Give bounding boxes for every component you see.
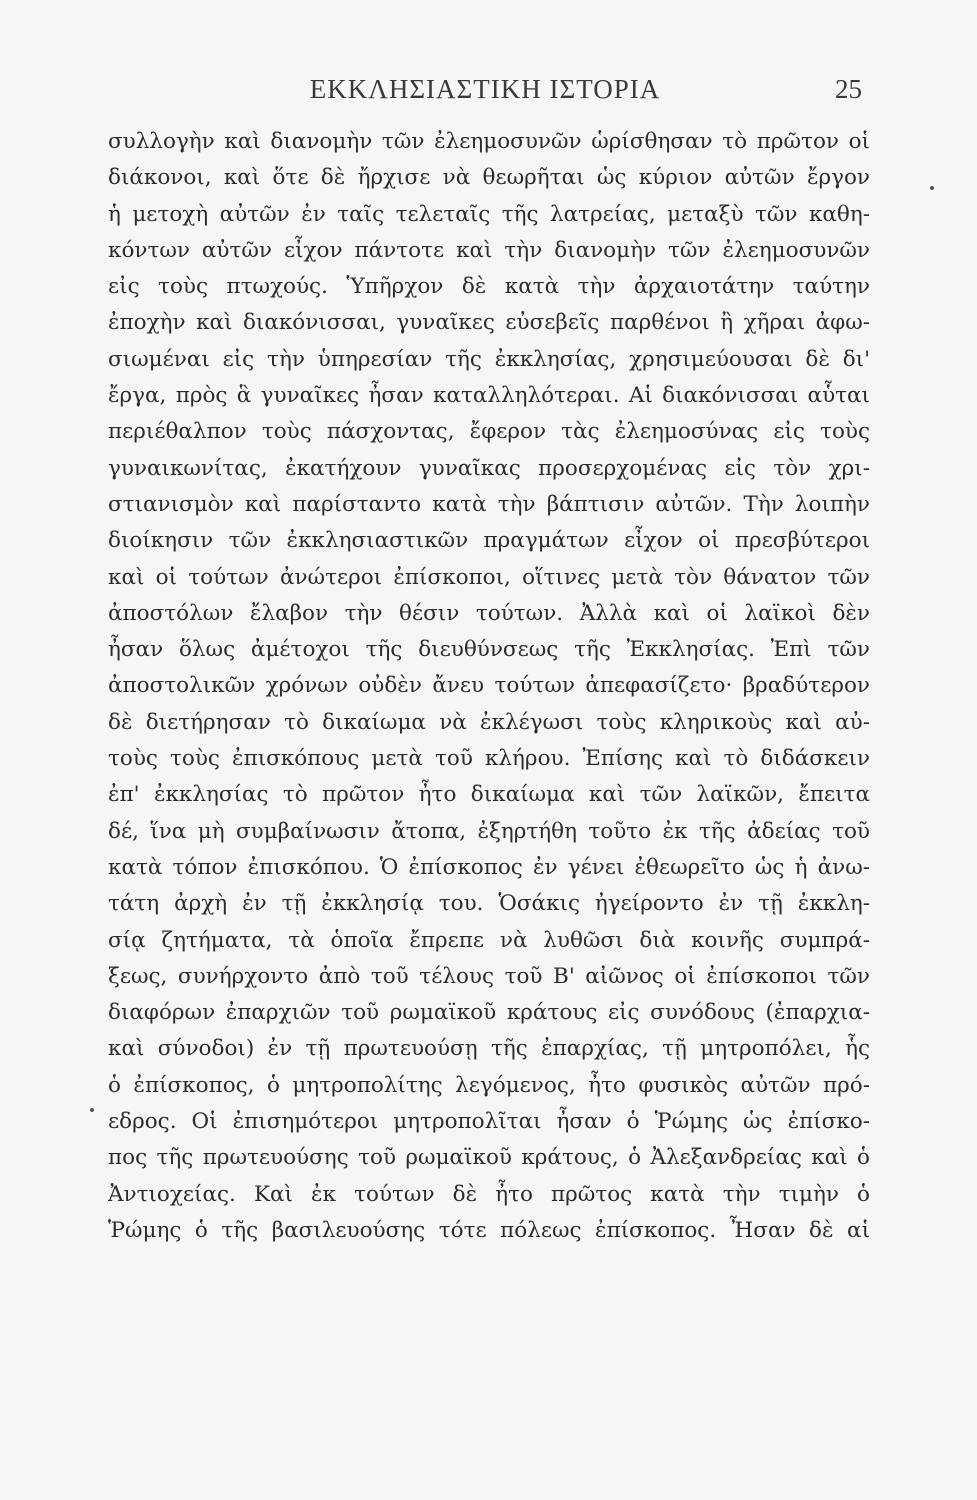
text-line: στιανισμὸν καὶ παρίσταντο κατὰ τὴν βάπτισιν αὐτῶν. Τὴν λοιπὴν (108, 491, 870, 517)
text-line: διοίκησιν τῶν ἐκκλησιαστικῶν πραγμάτων εἶχον οἱ πρεσβύτεροι (108, 528, 870, 554)
text-line: τάτη ἀρχὴ ἐν τῇ ἐκκλησίᾳ του. Ὁσάκις ἠγείροντο ἐν τῇ ἐκκλη- (108, 891, 870, 917)
text-line: εδρος. Οἱ ἐπισημότεροι μητροπολῖται ἦσαν ὁ Ῥώμης ὡς ἐπίσκο- (108, 1109, 870, 1135)
text-line: πος τῆς πρωτευούσης τοῦ ρωμαϊκοῦ κράτους, ὁ Ἀλεξανδρείας καὶ ὁ (108, 1145, 870, 1171)
text-line: ἀποστολικῶν χρόνων οὐδὲν ἄνευ τούτων ἀπεφασίζετο· βραδύτερον (108, 673, 870, 699)
margin-mark (90, 1108, 94, 1112)
text-line: ἔργα, πρὸς ἃ γυναῖκες ἦσαν καταλληλότεραι. Αἱ διακόνισσαι αὗται (108, 383, 870, 409)
text-line: Ἀντιοχείας. Καὶ ἐκ τούτων δὲ ἦτο πρῶτος κατὰ τὴν τιμὴν ὁ (108, 1181, 870, 1207)
text-line: διάκονοι, καὶ ὅτε δὲ ἤρχισε νὰ θεωρῆται ὡς κύριον αὐτῶν ἔργον (108, 165, 870, 191)
text-line: γυναικωνίτας, ἐκατήχουν γυναῖκας προσερχομένας εἰς τὸν χρι- (108, 455, 870, 481)
text-line: συλλογὴν καὶ διανομὴν τῶν ἐλεημοσυνῶν ὡρίσθησαν τὸ πρῶτον οἱ (108, 129, 870, 154)
text-line: καὶ σύνοδοι) ἐν τῇ πρωτευούσῃ τῆς ἐπαρχίας, τῇ μητροπόλει, ἧς (108, 1036, 870, 1062)
text-line: κατὰ τόπον ἐπισκόπου. Ὁ ἐπίσκοπος ἐν γένει ἐθεωρεῖτο ὡς ἡ ἀνω- (108, 854, 870, 880)
text-line: ἀποστόλων ἔλαβον τὴν θέσιν τούτων. Ἀλλὰ καὶ οἱ λαϊκοὶ δὲν (108, 600, 870, 626)
text-line: ὁ ἐπίσκοπος, ὁ μητροπολίτης λεγόμενος, ἦτο φυσικὸς αὐτῶν πρό- (108, 1072, 870, 1098)
text-line: καὶ οἱ τούτων ἀνώτεροι ἐπίσκοποι, οἵτινες μετὰ τὸν θάνατον τῶν (108, 564, 870, 590)
text-line: περιέθαλπον τοὺς πάσχοντας, ἔφερον τὰς ἐλεημοσύνας εἰς τοὺς (108, 419, 870, 445)
text-line: δὲ διετήρησαν τὸ δικαίωμα νὰ ἐκλέγωσι τοὺς κληρικοὺς καὶ αὐ- (108, 709, 870, 735)
body-text (108, 124, 870, 1249)
text-line: κόντων αὐτῶν εἶχον πάντοτε καὶ τὴν διανομὴν τῶν ἐλεημοσυνῶν (108, 237, 870, 263)
text-line: ξεως, συνήρχοντο ἀπὸ τοῦ τέλους τοῦ Β' αἰῶνος οἱ ἐπίσκοποι τῶν (108, 963, 870, 989)
text-line: εἰς τοὺς πτωχούς. Ὑπῆρχον δὲ κατὰ τὴν ἀρχαιοτάτην ταύτην (108, 274, 870, 300)
running-title: ΕΚΚΛΗΣΙΑΣΤΙΚΗ ΙΣΤΟΡΙΑ (309, 74, 661, 104)
text-line: ἦσαν ὅλως ἀμέτοχοι τῆς διευθύνσεως τῆς Ἐκκλησίας. Ἐπὶ τῶν (108, 637, 870, 663)
page-header (108, 66, 862, 114)
text-line: σίᾳ ζητήματα, τὰ ὁποῖα ἔπρεπε νὰ λυθῶσι διὰ κοινῆς συμπρά- (108, 927, 870, 953)
text-line: διαφόρων ἐπαρχιῶν τοῦ ρωμαϊκοῦ κράτους εἰς συνόδους (ἐπαρχια- (108, 1000, 870, 1026)
text-line: τοὺς τοὺς ἐπισκόπους μετὰ τοῦ κλήρου. Ἐπίσης καὶ τὸ διδάσκειν (108, 746, 870, 772)
page-number: 25 (835, 74, 862, 104)
text-line: σιωμέναι εἰς τὴν ὑπηρεσίαν τῆς ἐκκλησίας, χρησιμεύουσαι δὲ δι' (108, 346, 870, 372)
text-line: ἐπ' ἐκκλησίας τὸ πρῶτον ἦτο δικαίωμα καὶ τῶν λαϊκῶν, ἔπειτα (108, 782, 870, 808)
text-line: ἐποχὴν καὶ διακόνισσαι, γυναῖκες εὐσεβεῖς παρθένοι ἢ χῆραι ἀφω- (108, 310, 870, 336)
text-line: δέ, ἵνα μὴ συμβαίνωσιν ἄτοπα, ἐξηρτήθη τοῦτο ἐκ τῆς ἀδείας τοῦ (108, 818, 870, 844)
text-line: ἡ μετοχὴ αὐτῶν ἐν ταῖς τελεταῖς τῆς λατρείας, μεταξὺ τῶν καθη- (108, 201, 870, 227)
text-line: Ῥώμης ὁ τῆς βασιλευούσης τότε πόλεως ἐπίσκοπος. Ἦσαν δὲ αἱ (108, 1217, 870, 1243)
margin-mark (930, 186, 934, 190)
